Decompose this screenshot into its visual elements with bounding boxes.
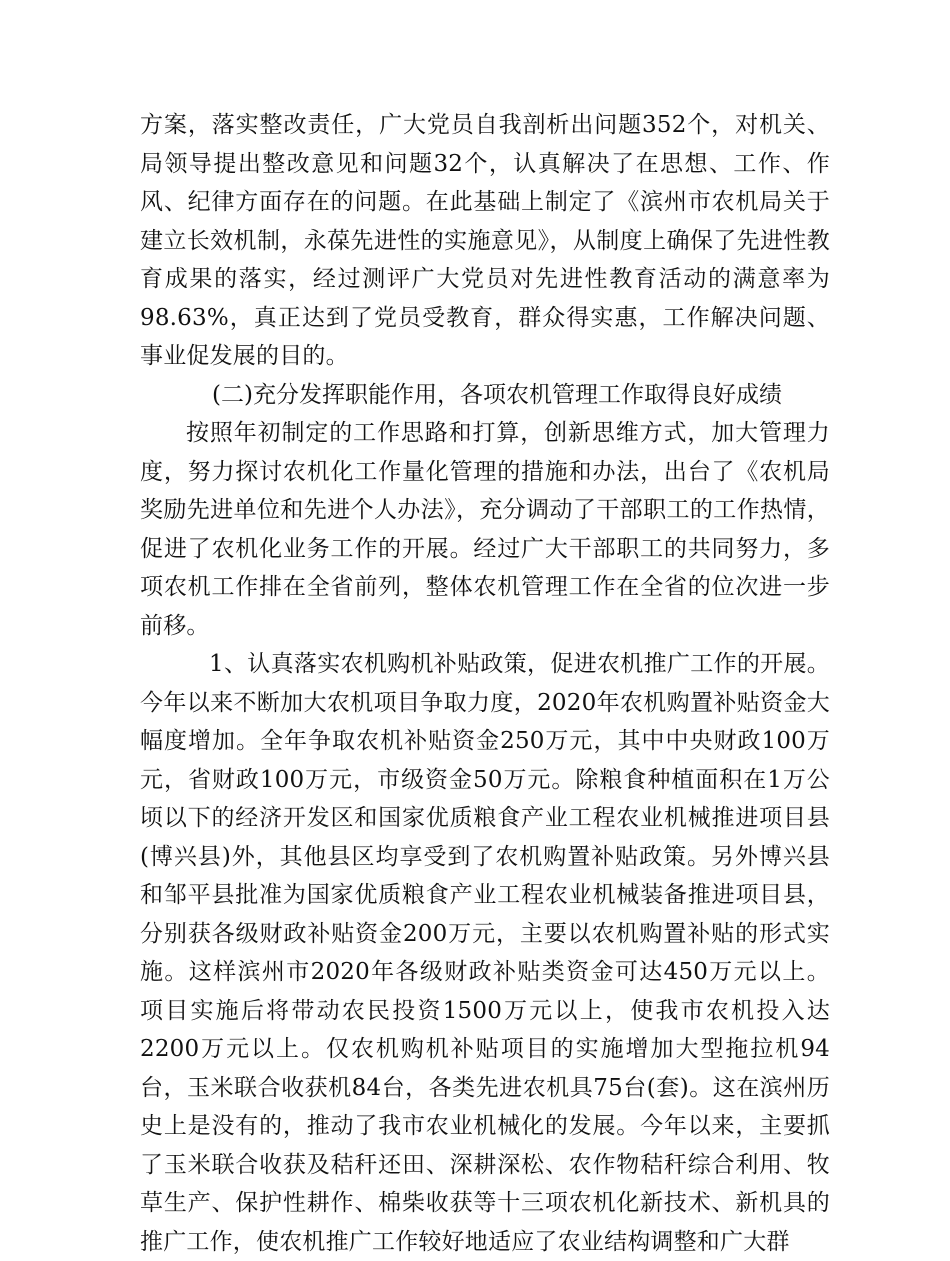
section-heading-2: (二)充分发挥职能作用，各项农机管理工作取得良好成绩 <box>212 381 782 408</box>
paragraph-management: 按照年初制定的工作思路和打算，创新思维方式，加大管理力度，努力探讨农机化工作量化管理的措施和办法，出台了《农机局奖励先进单位和先进个人办法》，充分调动了干部职工的工作热情，促进了农机化业务工作的开展。经过广大干部职工的共同努力，多项农机工作排在全省前列，整体农机管理工作在全省的位次进一步前移。 <box>140 420 830 639</box>
document-page <box>140 106 830 1261</box>
paragraph-subsidy: 1、认真落实农机购机补贴政策，促进农机推广工作的开展。今年以来不断加大农机项目争取力度，2020年农机购置补贴资金大幅度增加。全年争取农机补贴资金250万元，其中中央财政100万元，省财政100万元，市级资金50万元。除粮食种植面积在1万公顷以下的经济开发区和国家优质粮食产业工程农业机械推进项目县(博兴县)外，其他县区均享受到了农机购置补贴政策。另外博兴县和邹平县批准为国家优质粮食产业工程农业机械装备推进项目县，分别获各级财政补贴资金200万元，主要以农机购置补贴的形式实施。这样滨州市2020年各级财政补贴类资金可达450万元以上。 项目实施后将带动农民投资1500万元以上，使我市农机投入达2200万元以上。仅农机购机补贴项目的实施增加大型拖拉机94台，玉米联合收获机84台，各类先进农机具75台(套)。这在滨州历史上是没有的，推动了我市农业机械化的发展。今年以来，主要抓了玉米联合收获及秸秆还田、深耕深松、农作物秸秆综合利用、牧草生产、保护性耕作、棉柴收获等十三项农机化新技术、新机具的推广工作，使农机推广工作较好地适应了农业结构调整和广大群 <box>140 651 830 1255</box>
paragraph-rectification: 方案，落实整改责任，广大党员自我剖析出问题352个，对机关、局领导提出整改意见和问题32个，认真解决了在思想、工作、作风、纪律方面存在的问题。在此基础上制定了《滨州市农机局关于建立长效机制，永葆先进性的实施意见》，从制度上确保了先进性教育成果的落实，经过测评广大党员对先进性教育活动的满意率为98.63%，真正达到了党员受教育，群众得实惠，工作解决问题、事业促发展的目的。 <box>140 112 830 369</box>
